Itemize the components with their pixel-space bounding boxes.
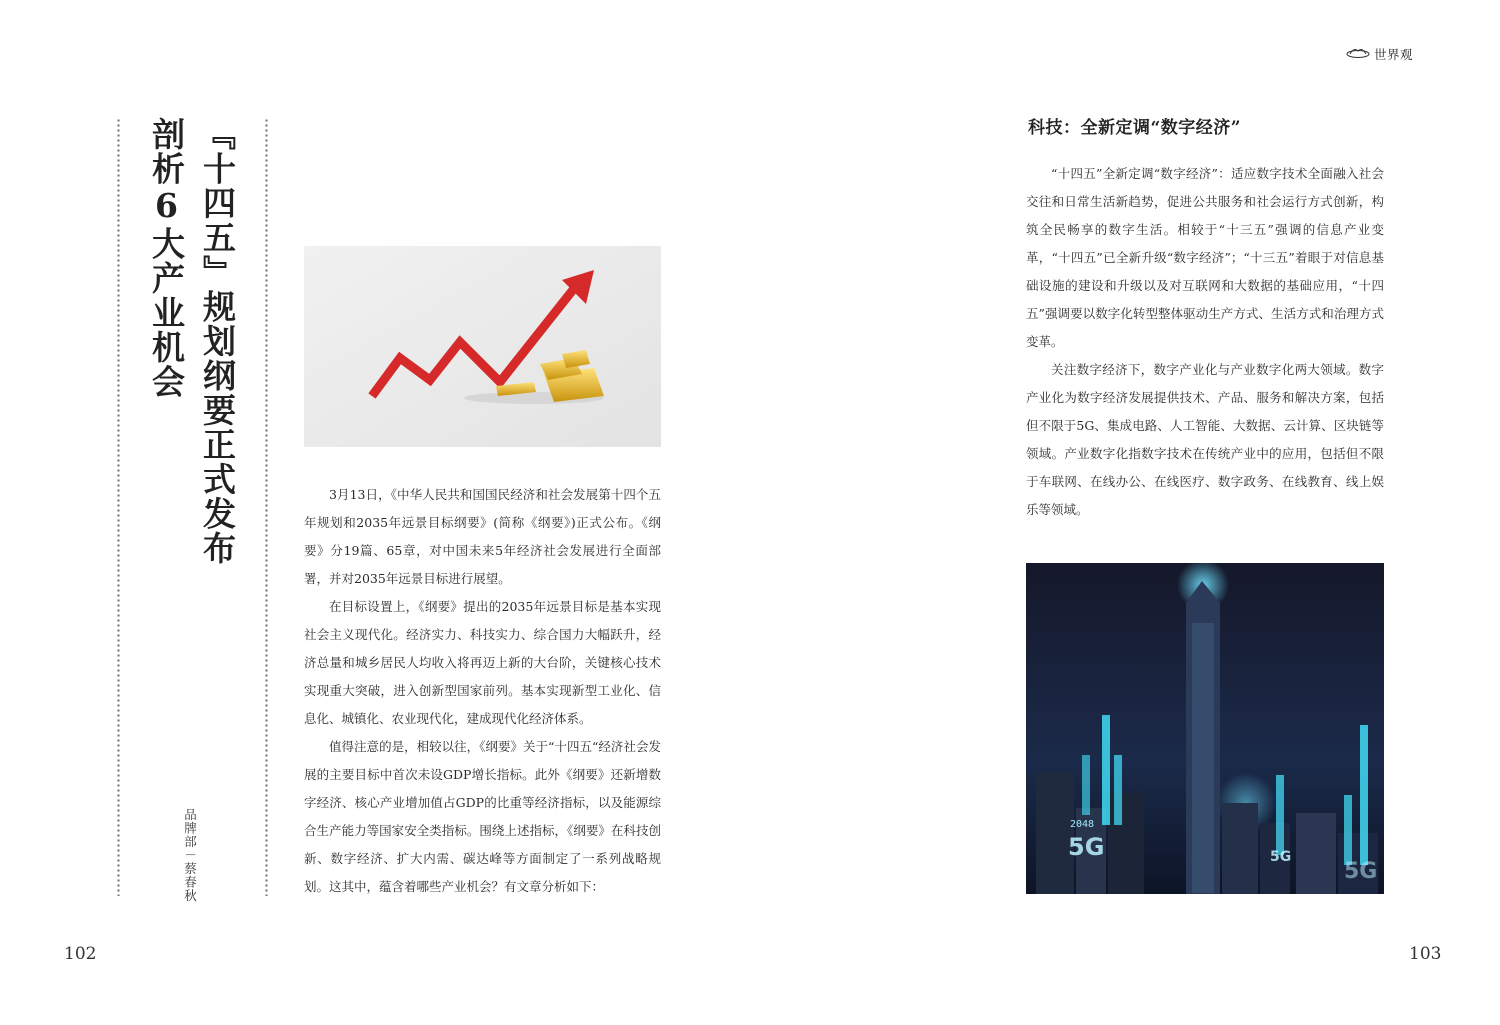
paragraph: 值得注意的是，相较以往，《纲要》关于“十四五“经济社会发展的主要目标中首次未设GDP增长指标。此外《纲要》还新增数字经济、核心产业增加值占GDP的比重等经济指标，以及能源综合生产能力等国家安全类指标。围绕上述指标，《纲要》在科技创新、数字经济、扩大内需、碳达峰等方面制定了一系列战略规划。这其中，蕴含着哪些产业机会？有文章分析如下： — [304, 739, 661, 894]
dotted-divider-left — [116, 118, 121, 896]
city-5g-skyline-photo — [1026, 563, 1384, 894]
article-body-right — [1026, 160, 1384, 524]
city-label-5g: 5G — [1068, 833, 1105, 861]
paragraph: “十四五”全新定调“数字经济”：适应数字技术全面融入社会交往和日常生活新趋势，促进公共服务和社会运行方式创新，构筑全民畅享的数字生活。相较于“十三五”强调的信息产业变革，“十四五”已全新升级“数字经济”；“十三五”着眼于对信息基础设施的建设和升级以及对互联网和大数据的基础应用，“十四五”强调要以数字化转型整体驱动生产方式、生活方式和治理方式变革。 — [1026, 166, 1384, 349]
rising-arrow-gold-photo — [304, 246, 661, 447]
magazine-logo-icon — [1346, 45, 1370, 59]
paragraph: 3月13日，《中华人民共和国国民经济和社会发展第十四个五年规划和2035年远景目标纲要》(简称《纲要》)正式公布。《纲要》分19篇、65章，对中国未来5年经济社会发展进行全面部署，并对2035年远景目标进行展望。 — [304, 487, 661, 586]
article-body-left — [304, 481, 661, 901]
section-label: 世界观 — [1374, 47, 1414, 62]
city-label-5g: 5G — [1270, 849, 1292, 865]
paragraph: 关注数字经济下，数字产业化与产业数字化两大领域。数字产业化为数字经济发展提供技术、产品、服务和解决方案，包括但不限于5G、集成电路、人工智能、大数据、云计算、区块链等领域。产业数字化指数字技术在传统产业中的应用，包括但不限于车联网、在线办公、在线医疗、数字政务、在线教育、线上娱乐等领域。 — [1026, 362, 1384, 517]
city-label-5g: 5G — [1344, 859, 1378, 884]
city-label: 2048 — [1070, 819, 1095, 830]
article-title: 『十四五』规划纲要正式发布 — [198, 117, 237, 566]
author-byline: 品牌部－蔡春秋 — [182, 808, 198, 903]
article-subtitle: 剖析6大产业机会 — [147, 117, 186, 399]
page-number-right: 103 — [1409, 944, 1442, 964]
page-number-left: 102 — [64, 944, 97, 964]
section-heading: 科技：全新定调“数字经济” — [1028, 118, 1242, 138]
dotted-divider-right — [264, 118, 269, 896]
paragraph: 在目标设置上，《纲要》提出的2035年远景目标是基本实现社会主义现代化。经济实力、科技实力、综合国力大幅跃升，经济总量和城乡居民人均收入将再迈上新的大台阶，关键核心技术实现重大突破，进入创新型国家前列。基本实现新型工业化、信息化、城镇化、农业现代化，建成现代化经济体系。 — [304, 599, 661, 726]
